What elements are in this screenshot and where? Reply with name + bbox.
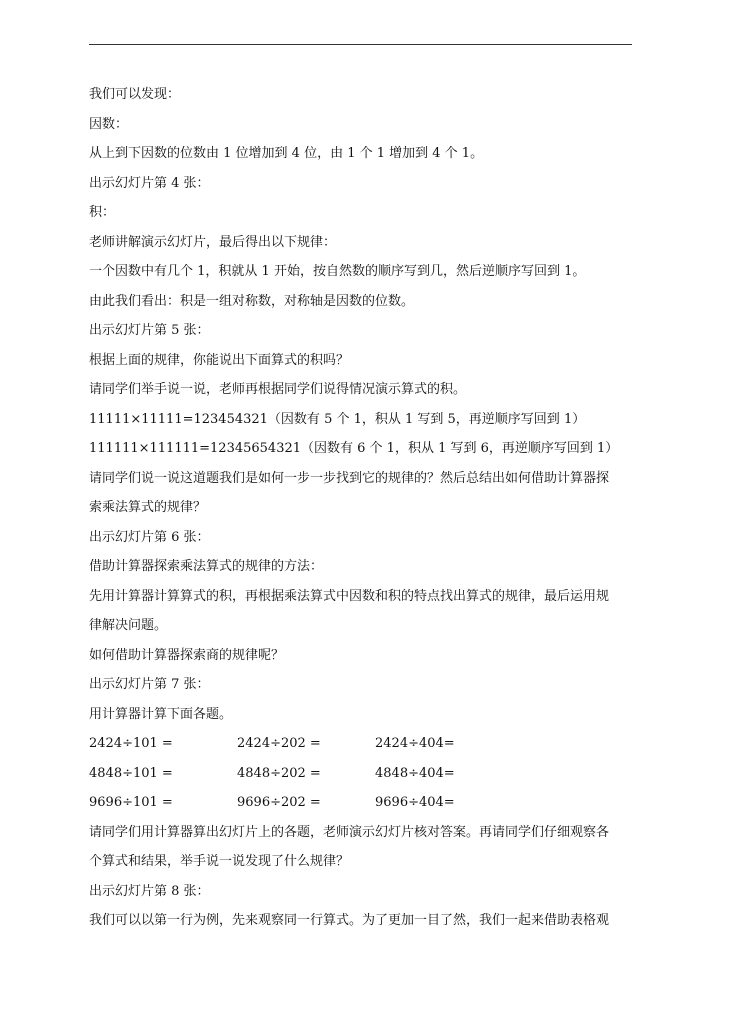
- calc-cell: 9696÷101 =: [89, 795, 173, 810]
- paragraph: 律解决问题。: [89, 618, 168, 633]
- paragraph: 借助计算器探索乘法算式的规律的方法：: [89, 559, 324, 574]
- calc-cell: 4848÷101 =: [89, 765, 173, 781]
- paragraph: 个算式和结果，举手说一说发现了什么规律？: [89, 854, 350, 869]
- paragraph: 请同学们说一说这道题我们是如何一步一步找到它的规律的？然后总结出如何借助计算器探: [89, 470, 610, 486]
- paragraph: 如何借助计算器探索商的规律呢？: [89, 647, 285, 663]
- calc-cell: 2424÷404=: [375, 736, 455, 751]
- paragraph: 老师讲解演示幻灯片，最后得出以下规律：: [89, 234, 337, 250]
- paragraph: 由此我们看出：积是一组对称数，对称轴是因数的位数。: [89, 293, 415, 309]
- paragraph: 出示幻灯片第 8 张：: [89, 883, 210, 899]
- paragraph: 出示幻灯片第 6 张：: [89, 529, 210, 545]
- calc-cell: 9696÷202 =: [237, 795, 321, 810]
- paragraph: 请同学们用计算器算出幻灯片上的各题，老师演示幻灯片核对答案。再请同学们仔细观察各: [89, 824, 610, 840]
- paragraph: 我们可以发现：: [89, 87, 181, 102]
- paragraph: 从上到下因数的位数由 1 位增加到 4 位，由 1 个 1 增加到 4 个 1。: [89, 146, 484, 161]
- calc-row: [89, 759, 659, 789]
- paragraph: 出示幻灯片第 5 张：: [89, 323, 210, 338]
- calc-cell: 9696÷404=: [375, 795, 455, 810]
- paragraph: 一个因数中有几个 1，积就从 1 开始，按自然数的顺序写到几，然后逆顺序写回到 1。: [89, 264, 586, 279]
- calc-row: [89, 788, 659, 818]
- paragraph: 积：: [89, 205, 116, 220]
- calc-cell: 4848÷202 =: [237, 765, 321, 781]
- calc-cell: 2424÷202 =: [237, 736, 321, 751]
- paragraph: 用计算器计算下面各题。: [89, 706, 233, 722]
- calc-cell: 2424÷101 =: [89, 736, 173, 751]
- paragraph: 先用计算器计算算式的积，再根据乘法算式中因数和积的特点找出算式的规律，最后运用规: [89, 588, 610, 604]
- paragraph: 因数：: [89, 116, 129, 132]
- equation-line: 111111×111111=12345654321（因数有 6 个 1，积从 1 写到 6，再逆顺序写回到 1）: [89, 441, 619, 456]
- calc-row: [89, 729, 659, 759]
- paragraph: 出示幻灯片第 7 张：: [89, 677, 210, 692]
- paragraph: 根据上面的规律，你能说出下面算式的积吗？: [89, 352, 350, 368]
- equation-line: 11111×11111=123454321（因数有 5 个 1，积从 1 写到 5，再逆顺序写回到 1）: [89, 411, 586, 427]
- document-body: [89, 80, 659, 936]
- paragraph: 出示幻灯片第 4 张：: [89, 175, 210, 191]
- paragraph: 我们可以以第一行为例，先来观察同一行算式。为了更加一目了然，我们一起来借助表格观: [89, 913, 610, 928]
- header-rule: [89, 44, 632, 45]
- paragraph: 索乘法算式的规律？: [89, 500, 207, 515]
- calc-cell: 4848÷404=: [375, 765, 455, 781]
- paragraph: 请同学们举手说一说，老师再根据同学们说得情况演示算式的积。: [89, 382, 467, 397]
- calc-table: [89, 729, 659, 818]
